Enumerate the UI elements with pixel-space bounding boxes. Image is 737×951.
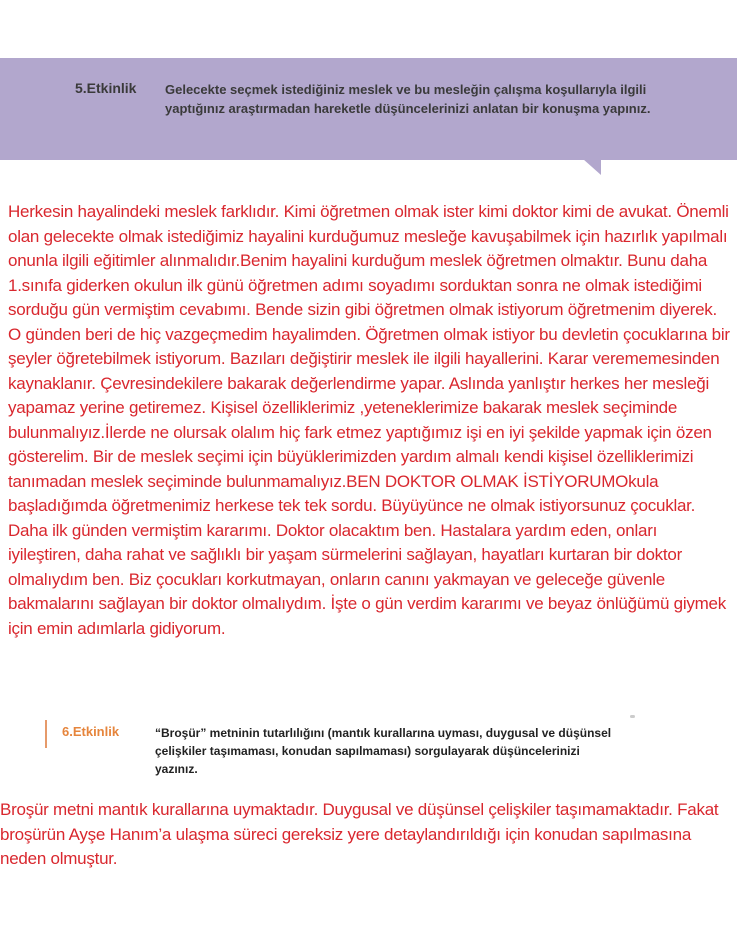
answer-text: Broşür metni mantık kurallarına uymaktadır. Duygusal ve düşünsel çelişkiler taşımamaktadır. Fakat broşürün Ayşe Hanım’a ulaşma süreci gereksiz yere detaylandırıldığı için konudan sapılmasına neden olmuştur. — [0, 800, 719, 868]
activity6-accent-bar — [45, 720, 47, 748]
decorative-dot — [630, 715, 635, 718]
activity5-prompt: Gelecekte seçmek istediğiniz meslek ve bu mesleğin çalışma koşullarıyla ilgili yaptığınız araştırmadan hareketle düşüncelerinizi anlatan bir konuşma yapınız. — [165, 82, 651, 116]
activity5-label: 5.Etkinlik — [75, 80, 137, 96]
essay-text: Herkesin hayalindeki meslek farklıdır. Kimi öğretmen olmak ister kimi doktor kimi de avukat. Önemli olan gelecekte olmak istediğimiz hayalini kurduğumuz mesleğe kavuşabilmek için hazırlık yapılmalı onunla ilgili eğitimler alınmalıdır.Benim hayalini kurduğum meslek öğretmen olmaktır. Bunu daha 1.sınıfa giderken okulun ilk günü öğretmen adımı soyadımı sorduktan sonra ne olmak istediğimi sorduğu gün vermiştim cevabımı. Bende sizin gibi öğretmen olmak istiyorum öğretmenim diyerek. O günden beri de hiç vazgeçmedim hayalimden. Öğretmen olmak istiyor bu devletin çocuklarına bir şeyler öğretebilmek istiyorum. Bazıları değiştirir meslek ile ilgili hayallerini. Karar verememesinden kaynaklanır. Çevresindekilere bakarak değerlendirme yapar. Aslında yanlıştır herkes her mesleği yapamaz yerine getiremez. Kişisel özelliklerimiz ,yeteneklerimize bakarak meslek seçiminde bulunmalıyız.İlerde ne olursak olalım hiç fark etmez yaptığımız işi en iyi şekilde yapmak için özen gösterelim. Bir de meslek seçimi için büyüklerimizden yardım almalı kendi kişisel özelliklerimizi tanımadan meslek seçiminde bulunmamalıyız.BEN DOKTOR OLMAK İSTİYORUMOkula başladığımda öğretmenimiz herkese tek tek sordu. Büyüyünce ne olmak istiyorsunuz çocuklar. Daha ilk günden vermiştim kararımı. Doktor olacaktım ben. Hastalara yardım eden, onları iyileştiren, daha rahat ve sağlıklı bir yaşam sürmelerini sağlayan, hayatları kurtaran bir doktor olmalıydım ben. Biz çocukları korkutmayan, onların canını yakmayan ve geleceğe güvenle bakmalarını sağlayan bir doktor olmalıydım. İşte o gün verdim kararımı ve beyaz önlüğümü giymek için emin adımlarla gidiyorum. — [8, 202, 730, 638]
activity6-prompt: “Broşür” metninin tutarlılığını (mantık kurallarına uyması, duygusal ve düşünsel çelişkiler taşımaması, konudan sapılmaması) sorgulayarak düşüncelerinizi yazınız. — [155, 726, 612, 776]
activity6-label: 6.Etkinlik — [62, 724, 120, 739]
banner-notch — [583, 159, 601, 175]
